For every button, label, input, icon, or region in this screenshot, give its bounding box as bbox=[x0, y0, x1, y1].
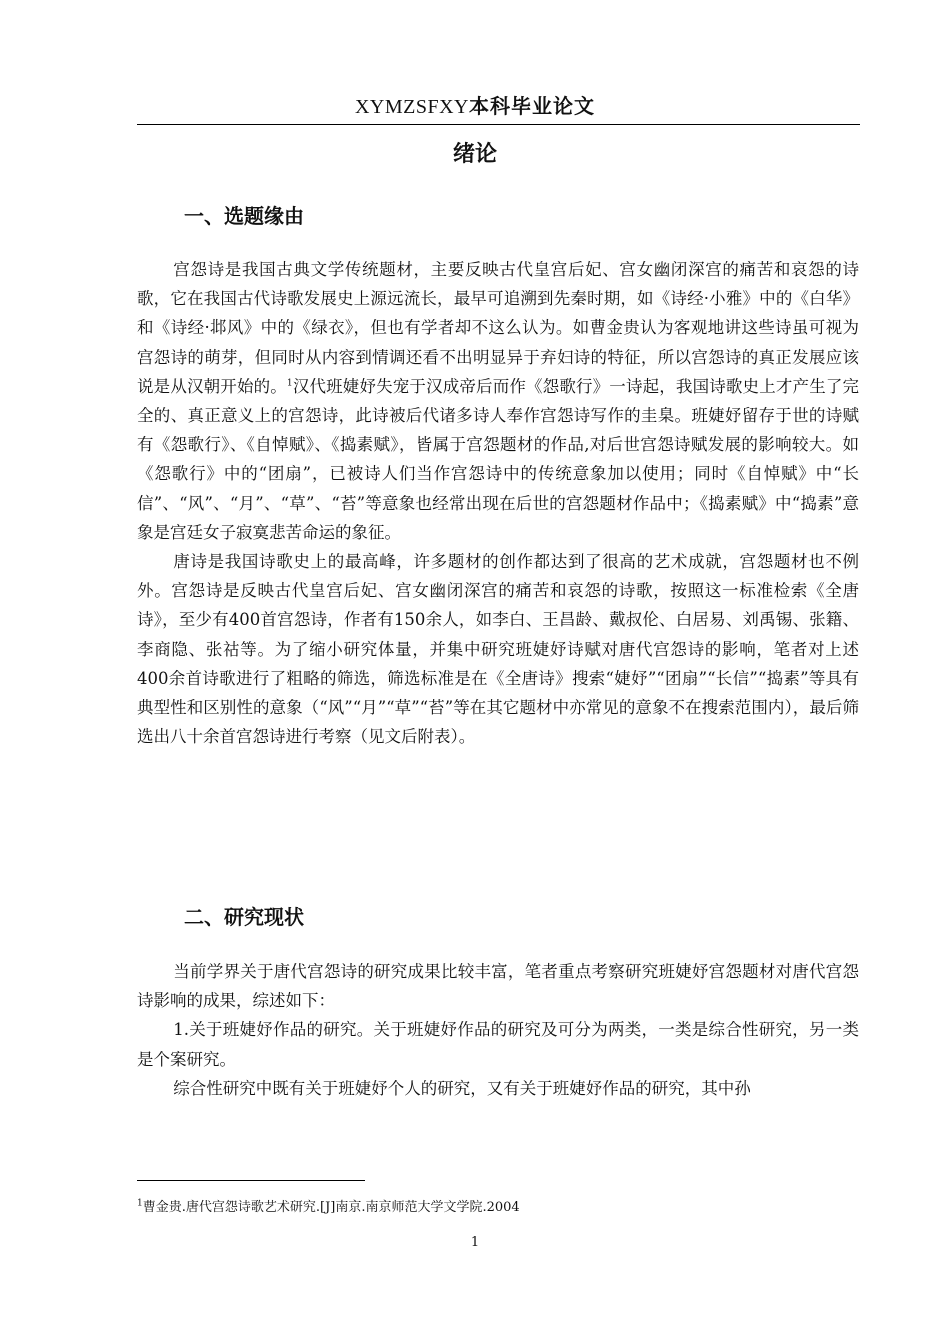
paragraph-5: 综合性研究中既有关于班婕妤个人的研究，又有关于班婕妤作品的研究，其中孙 bbox=[173, 1078, 751, 1098]
paragraph-1 bbox=[137, 255, 859, 547]
header-brand: XYMZSFXY bbox=[354, 96, 470, 118]
footnote bbox=[137, 1198, 520, 1218]
footnote-divider bbox=[137, 1180, 365, 1181]
footnote-marker: 1 bbox=[137, 1198, 143, 1209]
running-header bbox=[0, 92, 950, 121]
paragraph-2: 唐诗是我国诗歌史上的最高峰，许多题材的创作都达到了很高的艺术成就，宫怨题材也不例外。宫怨诗是反映古代皇宫后妃、宫女幽闭深宫的痛苦和哀怨的诗歌，按照这一标准检索《全唐诗》，至少有400首宫怨诗，作者有150余人，如李白、王昌龄、戴叔伦、白居易、刘禹锡、张籍、李商隐、张祜等。为了缩小研究体量，并集中研究班婕妤诗赋对唐代宫怨诗的影响，笔者对上述400余首诗歌进行了粗略的筛选，筛选标准是在《全唐诗》搜索“婕妤”“团扇”“长信”“捣素”等具有典型性和区别性的意象（“风”“月”“草”“苔”等在其它题材中亦常见的意象不在搜索范围内），最后筛选出八十余首宫怨诗进行考察（见文后附表）。 bbox=[137, 552, 859, 747]
paragraph-1-text-a: 宫怨诗是我国古典文学传统题材，主要反映古代皇宫后妃、宫女幽闭深宫的痛苦和哀怨的诗歌，它在我国古代诗歌发展史上源远流长，最早可追溯到先秦时期，如《诗经·小雅》中的《白华》和《诗经·邶风》中的《绿衣》，但也有学者却不这么认为。如曹金贵认为客观地讲这些诗虽可视为宫怨诗的萌芽，但同时从内容到情调还看不出明显异于弃妇诗的特征，所以宫怨诗的真正发展应该说是从汉朝开始的。 bbox=[137, 260, 859, 396]
section-2-body bbox=[137, 957, 859, 1103]
page-number: 1 bbox=[470, 1235, 480, 1250]
footnote-text: 曹金贵.唐代宫怨诗歌艺术研究.[J]南京.南京师范大学文学院.2004 bbox=[142, 1200, 520, 1215]
paragraph-4: 1.关于班婕妤作品的研究。关于班婕妤作品的研究及可分为两类，一类是综合性研究，另一类是个案研究。 bbox=[137, 1020, 859, 1069]
header-divider bbox=[137, 124, 860, 125]
footnote-reference: 1 bbox=[286, 378, 293, 389]
section-1-body bbox=[137, 255, 859, 751]
paragraph-3: 当前学界关于唐代宫怨诗的研究成果比较丰富，笔者重点考察研究班婕妤宫怨题材对唐代宫怨诗影响的成果，综述如下： bbox=[137, 962, 859, 1011]
section-heading-2: 二、研究现状 bbox=[184, 905, 304, 929]
chapter-title: 绪论 bbox=[452, 142, 497, 167]
header-subtitle: 本科毕业论文 bbox=[469, 94, 596, 118]
paragraph-1-text-b: 汉代班婕妤失宠于汉成帝后而作《怨歌行》一诗起，我国诗歌史上才产生了完全的、真正意义上的宫怨诗，此诗被后代诸多诗人奉作宫怨诗写作的圭臬。班婕妤留存于世的诗赋有《怨歌行》、《自悼赋》、《捣素赋》，皆属于宫怨题材的作品,对后世宫怨诗赋发展的影响较大。如《怨歌行》中的“团扇”，已被诗人们当作宫怨诗中的传统意象加以使用；同时《自悼赋》中“长信”、“风”、“月”、“草”、“苔”等意象也经常出现在后世的宫怨题材作品中；《捣素赋》中“捣素”意象是宫廷女子寂寞悲苦命运的象征。 bbox=[137, 376, 860, 542]
section-heading-1: 一、选题缘由 bbox=[184, 204, 304, 228]
